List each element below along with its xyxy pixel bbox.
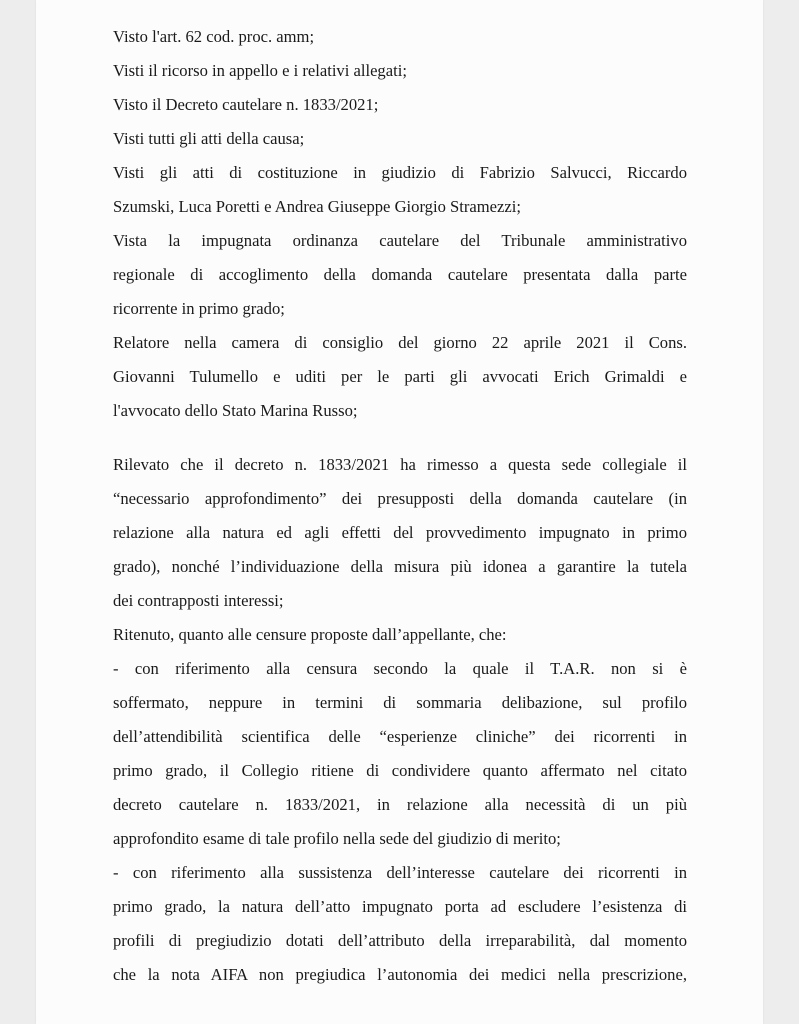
text-line: dei contrapposti interessi; (113, 591, 284, 610)
text-line: ricorrente in primo grado; (113, 299, 285, 318)
text-line: Relatore nella camera di consiglio del giorno 22 aprile 2021 il Cons. (113, 333, 687, 352)
text-line: grado), nonché l’individuazione della misura più idonea a garantire la tutela (113, 557, 687, 576)
text-line: Vista la impugnata ordinanza cautelare del Tribunale amministrativo (113, 231, 687, 250)
text-line: - con riferimento alla censura secondo la quale il T.A.R. non si è (113, 659, 687, 678)
text-line: decreto cautelare n. 1833/2021, in relazione alla necessità di un più (113, 795, 687, 814)
text-line: Rilevato che il decreto n. 1833/2021 ha rimesso a questa sede collegiale il (113, 455, 687, 474)
text-line: Visto il Decreto cautelare n. 1833/2021; (113, 95, 379, 114)
text-line: regionale di accoglimento della domanda cautelare presentata dalla parte (113, 265, 687, 284)
text-line: Visti il ricorso in appello e i relativi allegati; (113, 61, 407, 80)
text-line: primo grado, la natura dell’atto impugnato porta ad escludere l’esistenza di (113, 897, 687, 916)
text-line: l'avvocato dello Stato Marina Russo; (113, 401, 358, 420)
text-line: che la nota AIFA non pregiudica l’autonomia dei medici nella prescrizione, (113, 965, 687, 984)
text-line: relazione alla natura ed agli effetti del provvedimento impugnato in primo (113, 523, 687, 542)
text-line: soffermato, neppure in termini di sommaria delibazione, sul profilo (113, 693, 687, 712)
text-line: Ritenuto, quanto alle censure proposte dall’appellante, che: (113, 625, 507, 644)
text-line: Visto l'art. 62 cod. proc. amm; (113, 27, 315, 46)
text-line: Szumski, Luca Poretti e Andrea Giuseppe Giorgio Stramezzi; (113, 197, 521, 216)
text-line: profili di pregiudizio dotati dell’attributo della irreparabilità, dal momento (113, 931, 687, 950)
document-page (36, 0, 763, 1024)
text-line: “necessario approfondimento” dei presupposti della domanda cautelare (in (113, 489, 687, 508)
text-line: dell’attendibilità scientifica delle “esperienze cliniche” dei ricorrenti in (113, 727, 687, 746)
paragraph-gap (113, 428, 687, 448)
preamble-section (113, 20, 687, 428)
body-section (113, 448, 687, 992)
document-text (113, 20, 687, 992)
text-line: Giovanni Tulumello e uditi per le parti gli avvocati Erich Grimaldi e (113, 367, 687, 386)
text-line: Visti tutti gli atti della causa; (113, 129, 305, 148)
text-line: primo grado, il Collegio ritiene di condividere quanto affermato nel citato (113, 761, 687, 780)
text-line: Visti gli atti di costituzione in giudizio di Fabrizio Salvucci, Riccardo (113, 163, 687, 182)
text-line: - con riferimento alla sussistenza dell’interesse cautelare dei ricorrenti in (113, 863, 687, 882)
text-line: approfondito esame di tale profilo nella sede del giudizio di merito; (113, 829, 561, 848)
